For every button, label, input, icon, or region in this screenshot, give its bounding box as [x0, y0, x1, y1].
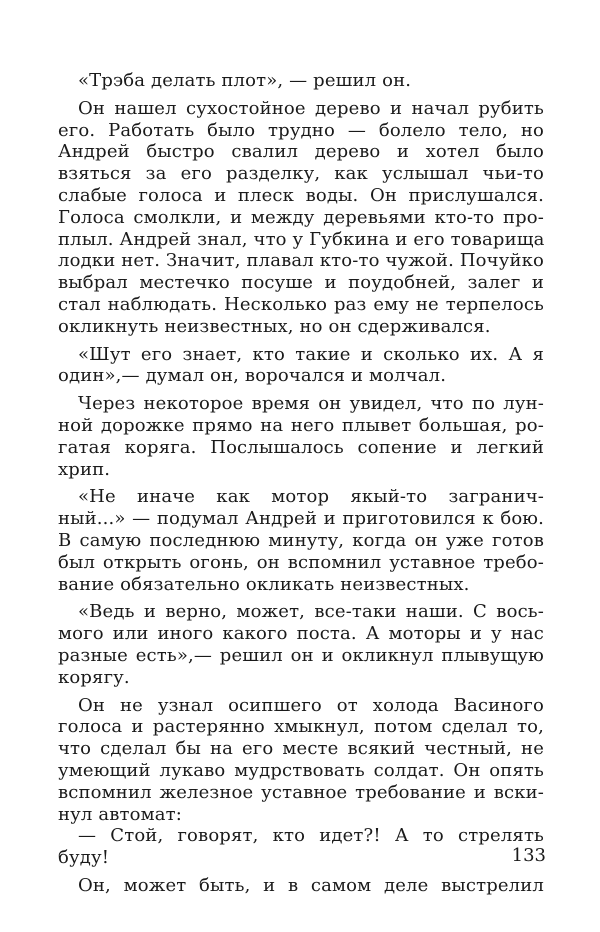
text-line: один»,— думал он, ворочался и молчал.: [58, 365, 447, 387]
paragraph: [58, 486, 544, 595]
text-line: окликнуть неизвестных, но он сдерживался.: [58, 315, 491, 337]
text-line: буду!: [58, 847, 110, 869]
text-line: был открыть огонь, он вспомнил уставное требо-: [58, 551, 544, 573]
paragraph: [58, 70, 544, 92]
text-line: разные есть»,— решил он и окликнул плывущую: [58, 644, 544, 666]
text-line: «Не иначе как мотор якый-то загранич-: [78, 486, 544, 508]
text-line: Он не узнал осипшего от холода Васиного: [78, 694, 544, 716]
paragraph: [58, 344, 544, 388]
text-line: выбрал местечко посуше и поудобней, залег и: [58, 272, 544, 294]
text-line: — Стой, говорят, кто идет?! А то стрелять: [78, 825, 544, 847]
text-line: гатая коряга. Послышалось сопение и легкий: [58, 436, 544, 458]
page-body-text: [58, 70, 544, 897]
text-line: Голоса смолкли, и между деревьями кто-то про-: [58, 206, 544, 228]
text-line: В самую последнюю минуту, когда он уже готов: [58, 529, 544, 551]
text-line: вспомнил железное уставное требование и вски-: [58, 781, 544, 803]
text-line: Он, может быть, и в самом деле выстрелил: [78, 874, 544, 896]
text-line: голоса и растерянно хмыкнул, потом сделал то,: [58, 716, 544, 738]
paragraph: [58, 393, 544, 480]
text-line: стал наблюдать. Несколько раз ему не терпелось: [58, 293, 544, 315]
text-line: «Трэба делать плот», — решил он.: [78, 70, 412, 91]
paragraph: [58, 695, 544, 826]
text-line: ный...» — подумал Андрей и приготовился к бою.: [58, 508, 544, 530]
text-line: Андрей быстро свалил дерево и хотел было: [58, 141, 544, 163]
text-line: взяться за его разделку, как услышал чьи-то: [58, 163, 544, 185]
text-line: слабые голоса и плеск воды. Он прислушался.: [58, 184, 544, 206]
text-line: корягу.: [58, 666, 130, 688]
text-line: его. Работать было трудно — болело тело, но: [58, 119, 544, 141]
text-line: плыл. Андрей знал, что у Губкина и его товарища: [58, 228, 545, 250]
paragraph: [58, 601, 544, 688]
text-line: «Ведь и верно, может, все-таки наши. С вось-: [78, 601, 544, 623]
text-line: Через некоторое время он увидел, что по лун-: [78, 393, 544, 415]
paragraph: [58, 98, 544, 338]
text-line: хрип.: [58, 458, 111, 480]
text-line: Он нашел сухостойное дерево и начал рубить: [78, 97, 544, 119]
paragraph: [58, 825, 544, 869]
paragraph: [58, 875, 544, 897]
page-number: 133: [511, 845, 546, 866]
text-line: что сделал бы на его месте всякий честный, не: [58, 738, 544, 760]
text-line: ной дорожке прямо на него плывет большая, ро-: [58, 414, 544, 436]
text-line: нул автомат:: [58, 803, 182, 825]
text-line: мого или иного какого поста. А моторы и у нас: [58, 623, 544, 645]
text-line: вание обязательно окликать неизвестных.: [58, 573, 470, 595]
text-line: лодки нет. Значит, плавал кто-то чужой. Почуйко: [58, 250, 544, 272]
text-line: умеющий лукаво мудрствовать солдат. Он опять: [58, 759, 544, 781]
text-line: «Шут его знает, кто такие и сколько их. А я: [78, 343, 544, 365]
